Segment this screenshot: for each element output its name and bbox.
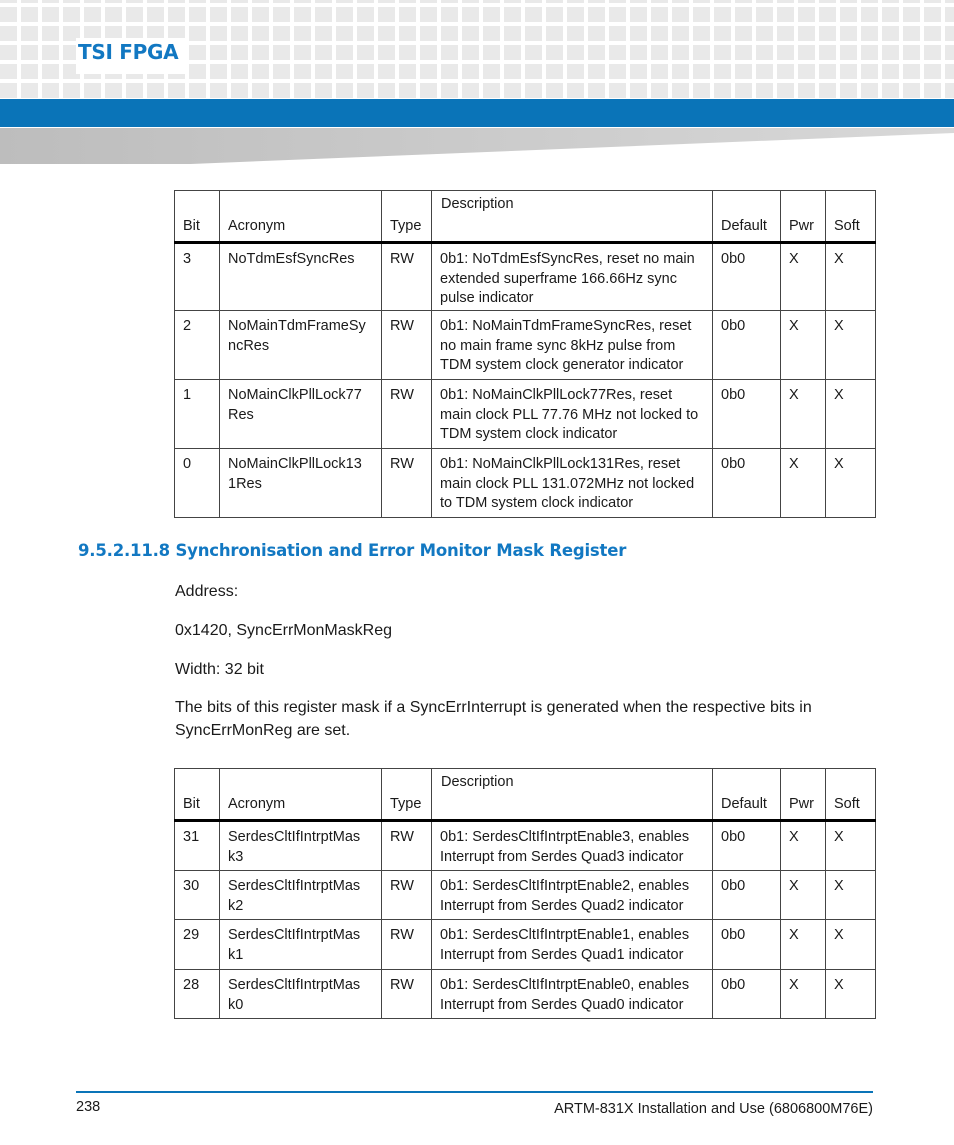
cell-soft: X [826, 380, 876, 449]
cell-acronym: NoMainClkPllLock13 1Res [220, 449, 382, 518]
cell-type: RW [382, 243, 432, 311]
cell-soft: X [826, 871, 876, 920]
cell-soft: X [826, 449, 876, 518]
table-row [175, 449, 876, 518]
table-row [175, 243, 876, 311]
cell-description: 0b1: SerdesCltIfIntrptEnable3, enables Interrupt from Serdes Quad3 indicator [432, 821, 713, 871]
cell-soft: X [826, 311, 876, 380]
cell-acronym: NoMainTdmFrameSy ncRes [220, 311, 382, 380]
cell-description: 0b1: NoMainClkPllLock131Res, reset main clock PLL 131.072MHz not locked to TDM system clock indicator [432, 449, 713, 518]
cell-type: RW [382, 821, 432, 871]
cell-pwr: X [781, 243, 826, 311]
cell-default: 0b0 [713, 970, 781, 1019]
column-header-default: Default [713, 769, 781, 821]
cell-pwr: X [781, 311, 826, 380]
cell-bit: 29 [175, 920, 220, 970]
cell-acronym: SerdesCltIfIntrptMas k0 [220, 970, 382, 1019]
cell-type: RW [382, 970, 432, 1019]
column-header-type: Type [382, 191, 432, 243]
cell-acronym: NoTdmEsfSyncRes [220, 243, 382, 311]
footer-rule [76, 1091, 873, 1093]
table-row [175, 311, 876, 380]
cell-bit: 31 [175, 821, 220, 871]
address-value: 0x1420, SyncErrMonMaskReg [175, 622, 392, 639]
cell-default: 0b0 [713, 243, 781, 311]
table-row [175, 871, 876, 920]
cell-soft: X [826, 821, 876, 871]
cell-bit: 1 [175, 380, 220, 449]
cell-default: 0b0 [713, 920, 781, 970]
column-header-type: Type [382, 769, 432, 821]
cell-type: RW [382, 449, 432, 518]
cell-pwr: X [781, 380, 826, 449]
cell-soft: X [826, 970, 876, 1019]
column-header-soft: Soft [826, 769, 876, 821]
cell-bit: 30 [175, 871, 220, 920]
cell-acronym: SerdesCltIfIntrptMas k2 [220, 871, 382, 920]
column-header-acronym: Acronym [220, 769, 382, 821]
header-swoosh [0, 128, 954, 164]
column-header-soft: Soft [826, 191, 876, 243]
table-row [175, 970, 876, 1019]
cell-description: 0b1: NoMainTdmFrameSyncRes, reset no main frame sync 8kHz pulse from TDM system clock generator indicator [432, 311, 713, 380]
section-heading: 9.5.2.11.8 Synchronisation and Error Monitor Mask Register [78, 541, 627, 560]
column-header-description: Description [432, 769, 713, 821]
cell-default: 0b0 [713, 380, 781, 449]
register-table-top [174, 190, 876, 518]
cell-bit: 2 [175, 311, 220, 380]
cell-description: 0b1: SerdesCltIfIntrptEnable0, enables Interrupt from Serdes Quad0 indicator [432, 970, 713, 1019]
cell-default: 0b0 [713, 871, 781, 920]
column-header-pwr: Pwr [781, 191, 826, 243]
chapter-title: TSI FPGA [76, 38, 186, 74]
cell-pwr: X [781, 920, 826, 970]
column-header-bit: Bit [175, 769, 220, 821]
cell-bit: 0 [175, 449, 220, 518]
cell-acronym: SerdesCltIfIntrptMas k1 [220, 920, 382, 970]
cell-pwr: X [781, 821, 826, 871]
register-width: Width: 32 bit [175, 661, 264, 678]
cell-type: RW [382, 871, 432, 920]
page-number: 238 [76, 1099, 101, 1115]
column-header-default: Default [713, 191, 781, 243]
cell-description: 0b1: SerdesCltIfIntrptEnable1, enables Interrupt from Serdes Quad1 indicator [432, 920, 713, 970]
address-label: Address: [175, 583, 239, 600]
cell-default: 0b0 [713, 449, 781, 518]
table-row [175, 920, 876, 970]
table-header-row [175, 769, 876, 821]
cell-description: 0b1: NoTdmEsfSyncRes, reset no main extended superframe 166.66Hz sync pulse indicator [432, 243, 713, 311]
cell-pwr: X [781, 970, 826, 1019]
cell-bit: 28 [175, 970, 220, 1019]
cell-type: RW [382, 311, 432, 380]
cell-description: 0b1: NoMainClkPllLock77Res, reset main clock PLL 77.76 MHz not locked to TDM system clock indicator [432, 380, 713, 449]
cell-type: RW [382, 380, 432, 449]
cell-acronym: SerdesCltIfIntrptMas k3 [220, 821, 382, 871]
table-row [175, 821, 876, 871]
cell-soft: X [826, 243, 876, 311]
table-row [175, 380, 876, 449]
cell-bit: 3 [175, 243, 220, 311]
cell-soft: X [826, 920, 876, 970]
column-header-description: Description [432, 191, 713, 243]
cell-acronym: NoMainClkPllLock77 Res [220, 380, 382, 449]
register-description: The bits of this register mask if a SyncErrInterrupt is generated when the respective bits in SyncErrMonReg are set. [175, 699, 812, 739]
cell-default: 0b0 [713, 311, 781, 380]
cell-pwr: X [781, 871, 826, 920]
cell-default: 0b0 [713, 821, 781, 871]
document-title: ARTM-831X Installation and Use (6806800M76E) [554, 1101, 873, 1117]
column-header-pwr: Pwr [781, 769, 826, 821]
cell-pwr: X [781, 449, 826, 518]
column-header-bit: Bit [175, 191, 220, 243]
cell-description: 0b1: SerdesCltIfIntrptEnable2, enables Interrupt from Serdes Quad2 indicator [432, 871, 713, 920]
table-header-row [175, 191, 876, 243]
register-table-bottom [174, 768, 876, 1019]
header-band [0, 99, 954, 127]
column-header-acronym: Acronym [220, 191, 382, 243]
cell-type: RW [382, 920, 432, 970]
